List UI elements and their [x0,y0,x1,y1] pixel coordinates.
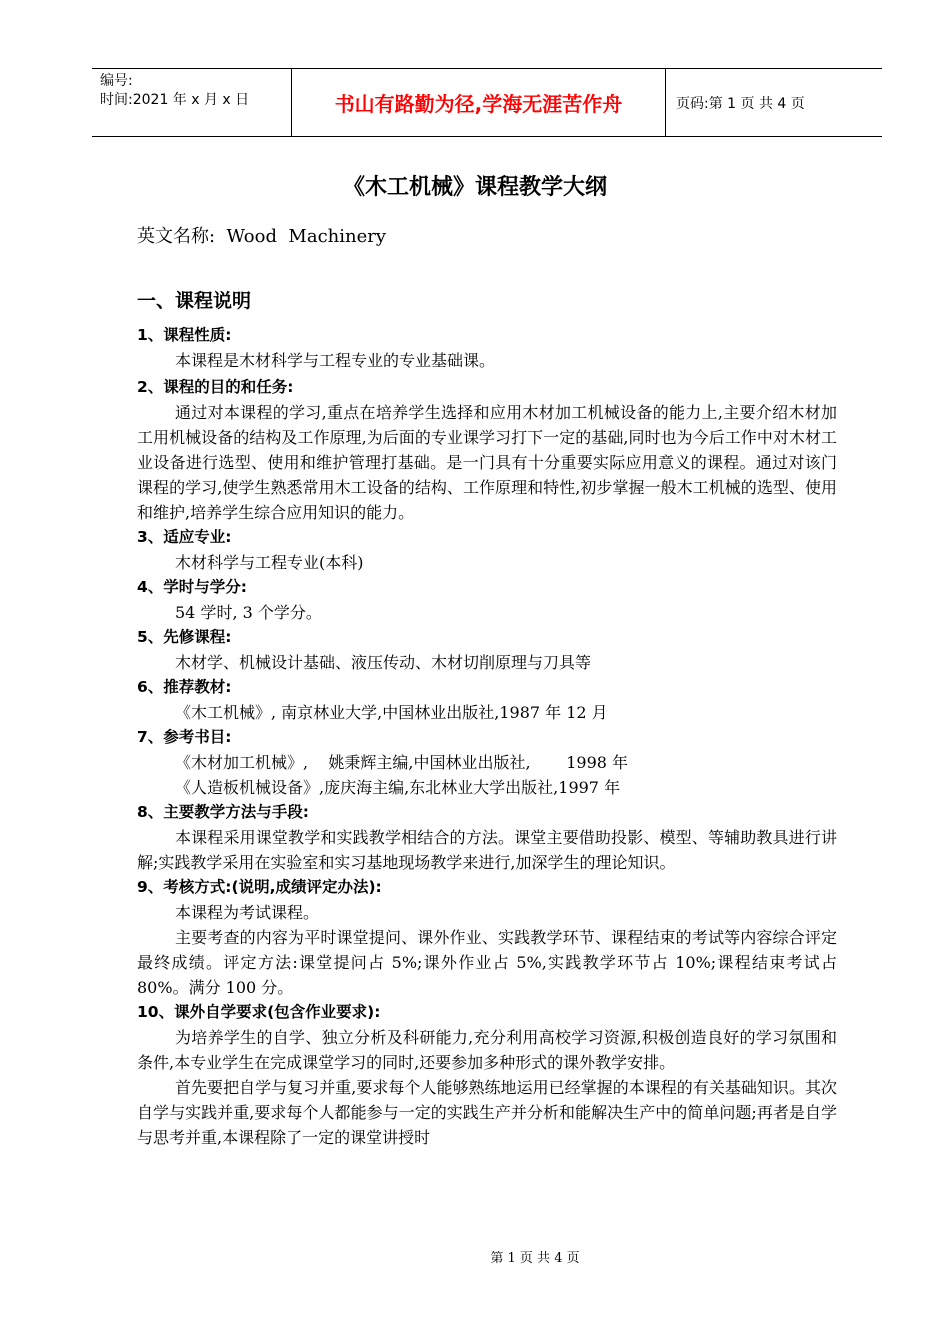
item-heading: 6、推荐教材: [137,678,232,696]
paragraph: 通过对本课程的学习,重点在培养学生选择和应用木材加工机械设备的能力上,主要介绍木材加工用机械设备的结构及工作原理,为后面的专业课学习打下一定的基础,同时也为今后工作中对木材工业设备进行选型、使用和维护管理打基础。是一门具有十分重要实际应用意义的课程。通过对该门课程的学习,使学生熟悉常用木工设备的结构、工作原理和特性,初步掌握一般木工机械的选型、使用和维护,培养学生综合应用知识的能力。 [137,403,837,522]
paragraph: 本课程是木材科学与工程专业的专业基础课。 [175,351,496,370]
paragraph: 为培养学生的自学、独立分析及科研能力,充分利用高校学习资源,积极创造良好的学习氛围和条件,本专业学生在完成课堂学习的同时,还要参加多种形式的课外教学安排。 [137,1028,837,1072]
item-heading: 5、先修课程: [137,628,232,646]
item-heading: 9、考核方式:(说明,成绩评定办法): [137,878,382,896]
section-title: 一、课程说明 [137,290,252,312]
item-heading: 4、学时与学分: [137,578,247,596]
paragraph: 《木工机械》, 南京林业大学,中国林业出版社,1987 年 12 月 [175,703,608,722]
item-heading: 10、课外自学要求(包含作业要求): [137,1003,381,1021]
paragraph: 54 学时, 3 个学分。 [175,603,322,622]
header-page-info: 页码:第 1 页 共 4 页 [676,95,805,112]
header-meta [92,69,292,136]
item-heading: 8、主要教学方法与手段: [137,803,309,821]
document-body [137,323,837,1150]
reference-book: 《人造板机械设备》,庞庆海主编,东北林业大学出版社,1997 年 [175,778,621,797]
document-title: 《木工机械》课程教学大纲 [342,175,607,200]
time-label: 时间:2021 年 x 月 x 日 [100,92,250,108]
english-name: 英文名称: Wood Machinery [137,226,387,247]
paragraph: 木材科学与工程专业(本科) [175,553,364,572]
paragraph: 本课程为考试课程。 [175,903,320,922]
paragraph: 首先要把自学与复习并重,要求每个人能够熟练地运用已经掌握的本课程的有关基础知识。其次自学与实践并重,要求每个人都能参与一定的实践生产并分析和能解决生产中的简单问题;再者是自学与思考并重,本课程除了一定的课堂讲授时 [137,1078,837,1147]
page-header [92,68,882,137]
item-heading: 2、课程的目的和任务: [137,378,294,396]
item-heading: 1、课程性质: [137,326,232,344]
paragraph: 本课程采用课堂教学和实践教学相结合的方法。课堂主要借助投影、模型、等辅助教具进行讲解;实践教学采用在实验室和实习基地现场教学来进行,加深学生的理论知识。 [137,828,837,872]
item-heading: 3、适应专业: [137,528,232,546]
number-label: 编号: [100,73,133,89]
header-motto: 书山有路勤为径,学海无涯苦作舟 [292,69,666,136]
page-footer: 第 1 页 共 4 页 [490,1251,580,1266]
reference-book: 《木材加工机械》, 姚秉辉主编,中国林业出版社, 1998 年 [175,753,629,772]
paragraph: 主要考查的内容为平时课堂提问、课外作业、实践教学环节、课程结束的考试等内容综合评定最终成绩。评定方法:课堂提问占 5%;课外作业占 5%,实践教学环节占 10%;课程结束考试占 80%。满分 100 分。 [137,928,837,997]
paragraph: 木材学、机械设计基础、液压传动、木材切削原理与刀具等 [175,653,592,672]
item-heading: 7、参考书目: [137,728,232,746]
